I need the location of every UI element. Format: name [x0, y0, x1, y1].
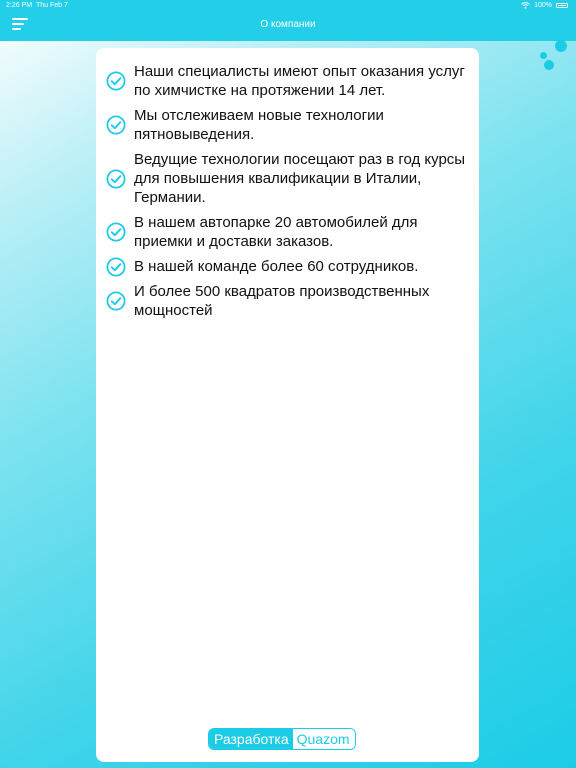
developer-badge-label: Разработка: [209, 729, 293, 749]
list-item-text: И более 500 квадратов производственных мощностей: [134, 283, 430, 319]
status-indicators: [521, 2, 568, 9]
list-item: [106, 150, 476, 207]
content-card: [96, 48, 479, 762]
checkmark-circle-icon: [106, 169, 126, 189]
list-item-text: Ведущие технологии посещают раз в год курсы для повышения квалификации в Италии, Германии.: [134, 151, 466, 206]
status-bar: [0, 2, 576, 14]
decorative-bubble: [540, 52, 547, 59]
status-date: Thu Feb 7: [36, 2, 68, 9]
list-item: [106, 213, 476, 251]
list-item: [106, 257, 476, 276]
developer-badge-name: Quazom: [293, 729, 355, 749]
list-item-text: В нашей команде более 60 сотрудников.: [134, 258, 419, 275]
decorative-bubble: [555, 40, 567, 52]
page-title: О компании: [260, 19, 316, 30]
navigation-bar: [0, 0, 576, 41]
status-time: 2:26 PM: [6, 2, 33, 9]
developer-badge[interactable]: [208, 728, 356, 750]
checkmark-circle-icon: [106, 71, 126, 91]
wifi-icon: [521, 2, 530, 9]
list-item-text: Мы отслеживаем новые технологии пятновыведения.: [134, 107, 384, 143]
list-item: [106, 106, 476, 144]
list-item-text: Наши специалисты имеют опыт оказания услуг по химчистке на протяжении 14 лет.: [134, 63, 465, 99]
checkmark-circle-icon: [106, 222, 126, 242]
list-item: [106, 62, 476, 100]
checkmark-circle-icon: [106, 257, 126, 277]
decorative-bubble: [544, 60, 554, 70]
list-item: [106, 282, 476, 320]
battery-percent: 100%: [534, 2, 552, 9]
features-list: [106, 62, 476, 326]
battery-icon: [556, 3, 568, 8]
list-item-text: В нашем автопарке 20 автомобилей для приемки и доставки заказов.: [134, 214, 418, 250]
checkmark-circle-icon: [106, 291, 126, 311]
checkmark-circle-icon: [106, 115, 126, 135]
